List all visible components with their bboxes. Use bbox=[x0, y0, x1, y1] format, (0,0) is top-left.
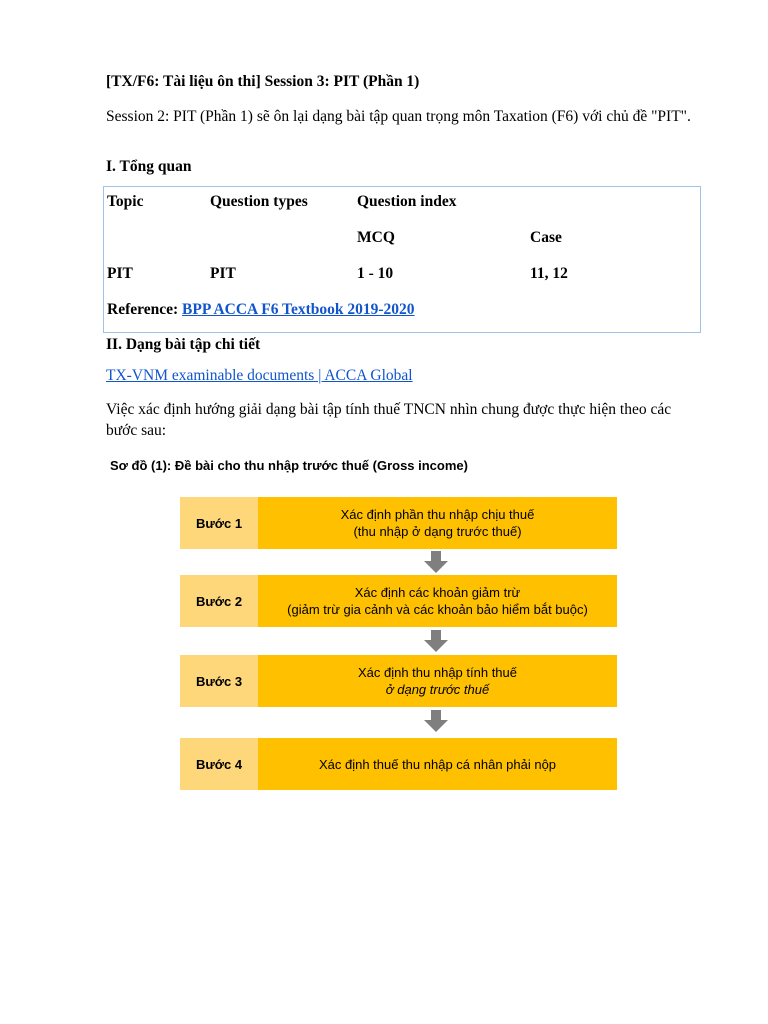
step-1-line1: Xác định phần thu nhập chịu thuế bbox=[340, 507, 535, 522]
section-heading-overview: I. Tổng quan bbox=[106, 158, 192, 175]
step-2-line1: Xác định các khoản giảm trừ bbox=[354, 585, 521, 600]
step-3-line2: ở dạng trước thuế bbox=[385, 682, 490, 697]
down-arrow-icon bbox=[424, 551, 448, 573]
reference-label: Reference: bbox=[107, 301, 179, 318]
table-subheader-case: Case bbox=[530, 229, 562, 246]
acca-documents-link-wrap bbox=[106, 367, 413, 385]
step-2-label: Bước 2 bbox=[180, 575, 258, 627]
acca-documents-link[interactable]: TX-VNM examinable documents | ACCA Global bbox=[106, 367, 413, 384]
table-subheader-mcq: MCQ bbox=[357, 229, 395, 246]
step-4-line1: Xác định thuế thu nhập cá nhân phải nộp bbox=[318, 756, 557, 772]
step-2-body bbox=[258, 575, 617, 627]
section-heading-details: II. Dạng bài tập chi tiết bbox=[106, 336, 261, 353]
step-3-body bbox=[258, 655, 617, 707]
down-arrow-icon bbox=[424, 710, 448, 732]
table-header-question-types: Question types bbox=[210, 193, 308, 210]
overview-table bbox=[103, 186, 701, 333]
step-3-label: Bước 3 bbox=[180, 655, 258, 707]
table-cell-case: 11, 12 bbox=[530, 265, 568, 282]
step-2-line2: (giảm trừ gia cảnh và các khoản bảo hiểm bắt buộc) bbox=[287, 602, 588, 617]
step-1-label: Bước 1 bbox=[180, 497, 258, 549]
table-cell-topic: PIT bbox=[107, 265, 133, 282]
reference-link[interactable]: BPP ACCA F6 Textbook 2019-2020 bbox=[182, 301, 415, 318]
table-header-topic: Topic bbox=[107, 193, 144, 210]
table-cell-mcq: 1 - 10 bbox=[357, 265, 394, 282]
step-1-line2: (thu nhập ở dạng trước thuế) bbox=[353, 524, 522, 539]
document-title: [TX/F6: Tài liệu ôn thi] Session 3: PIT (Phần 1) bbox=[106, 73, 420, 90]
table-reference bbox=[107, 301, 415, 319]
diagram-title: Sơ đồ (1): Đề bài cho thu nhập trước thuế (Gross income) bbox=[110, 458, 468, 473]
table-cell-question-type: PIT bbox=[210, 265, 236, 282]
step-4-body bbox=[258, 738, 617, 790]
intro-paragraph: Session 2: PIT (Phần 1) sẽ ôn lại dạng bài tập quan trọng môn Taxation (F6) với chủ đề "PIT". bbox=[106, 108, 691, 125]
step-1-body bbox=[258, 497, 617, 549]
table-header-question-index: Question index bbox=[357, 193, 457, 210]
down-arrow-icon bbox=[424, 630, 448, 652]
step-4-label: Bước 4 bbox=[180, 738, 258, 790]
steps-paragraph: Việc xác định hướng giải dạng bài tập tính thuế TNCN nhìn chung được thực hiện theo các bước sau: bbox=[106, 401, 672, 439]
step-3-line1: Xác định thu nhập tính thuế bbox=[357, 665, 517, 680]
